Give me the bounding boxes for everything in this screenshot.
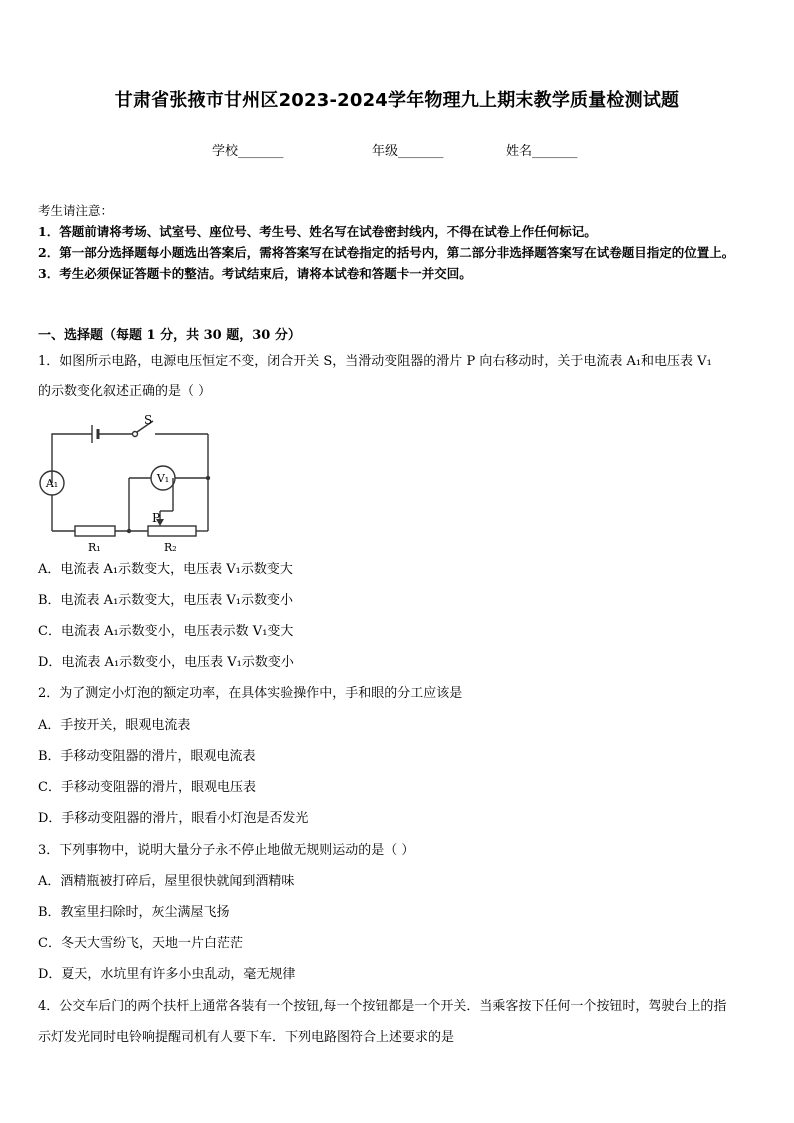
q2-option-c[interactable]: C．手移动变阻器的滑片，眼观电压表 xyxy=(38,780,256,795)
notice-item-2: 2．第一部分选择题每小题选出答案后，需将答案写在试卷指定的括号内，第二部分非选择题答案写在试卷题目指定的位置上。 xyxy=(38,245,735,260)
notice-block xyxy=(38,200,758,284)
label-voltmeter: V₁ xyxy=(156,472,170,485)
label-r1: R₁ xyxy=(88,541,101,554)
section-heading: 一、选择题（每题 1 分，共 30 题，30 分） xyxy=(38,328,301,343)
q3-stem: 3．下列事物中，说明大量分子永不停止地做无规则运动的是（ ） xyxy=(38,843,415,858)
q2-option-d[interactable]: D．手移动变阻器的滑片，眼看小灯泡是否发光 xyxy=(38,811,309,826)
q2-option-a[interactable]: A．手按开关，眼观电流表 xyxy=(38,718,191,733)
q4-stem-line2: 示灯发光同时电铃响提醒司机有人要下车．下列电路图符合上述要求的是 xyxy=(38,1030,455,1045)
grade-field[interactable]: 年级_______ xyxy=(372,144,444,159)
q2-option-b[interactable]: B．手移动变阻器的滑片，眼观电流表 xyxy=(38,749,256,764)
switch-pivot xyxy=(133,432,138,437)
school-field[interactable]: 学校_______ xyxy=(212,144,284,159)
q3-option-d[interactable]: D．夏天，水坑里有许多小虫乱动，毫无规律 xyxy=(38,967,296,982)
q1-stem-line1: 1．如图所示电路，电源电压恒定不变，闭合开关 S，当滑动变阻器的滑片 P 向右移动时，关于电流表 A₁和电压表 V₁ xyxy=(38,354,712,369)
notice-item-1: 1．答题前请将考场、试室号、座位号、考生号、姓名写在试卷密封线内，不得在试卷上作任何标记。 xyxy=(38,224,597,239)
q3-option-a[interactable]: A．酒精瓶被打碎后，屋里很快就闻到酒精味 xyxy=(38,874,295,889)
wire-top-left xyxy=(52,434,92,483)
q1-circuit-diagram xyxy=(38,408,218,558)
label-switch: S xyxy=(144,413,153,427)
r2-resistor xyxy=(148,526,196,536)
q1-option-a[interactable]: A．电流表 A₁示数变大，电压表 V₁示数变大 xyxy=(38,562,293,577)
q1-option-b[interactable]: B．电流表 A₁示数变大，电压表 V₁示数变小 xyxy=(38,593,294,608)
notice-heading: 考生请注意： xyxy=(38,203,114,218)
q1-stem-line2: 的示数变化叙述正确的是（ ） xyxy=(38,384,212,399)
q2-stem: 2．为了测定小灯泡的额定功率，在具体实验操作中，手和眼的分工应该是 xyxy=(38,686,463,701)
notice-item-3: 3．考生必须保证答题卡的整洁。考试结束后，请将本试卷和答题卡一并交回。 xyxy=(38,266,472,281)
label-slider: P xyxy=(152,511,161,525)
q3-option-c[interactable]: C．冬天大雪纷飞，天地一片白茫茫 xyxy=(38,936,243,951)
q1-option-c[interactable]: C．电流表 A₁示数变小，电压表示数 V₁变大 xyxy=(38,624,294,639)
q4-stem-line1: 4．公交车后门的两个扶杆上通常各装有一个按钮,每一个按钮都是一个开关．当乘客按下任何一个按钮时，驾驶台上的指 xyxy=(38,999,727,1014)
label-r2: R₂ xyxy=(164,541,177,554)
exam-title: 甘肃省张掖市甘州区2023-2024学年物理九上期末教学质量检测试题 xyxy=(114,90,680,111)
label-ammeter: A₁ xyxy=(45,477,59,490)
q3-option-b[interactable]: B．教室里扫除时，灰尘满屋飞扬 xyxy=(38,905,230,920)
r1-resistor xyxy=(75,526,115,536)
junction-dot xyxy=(206,476,210,480)
name-field[interactable]: 姓名_______ xyxy=(506,144,578,159)
q1-option-d[interactable]: D．电流表 A₁示数变小，电压表 V₁示数变小 xyxy=(38,655,294,670)
